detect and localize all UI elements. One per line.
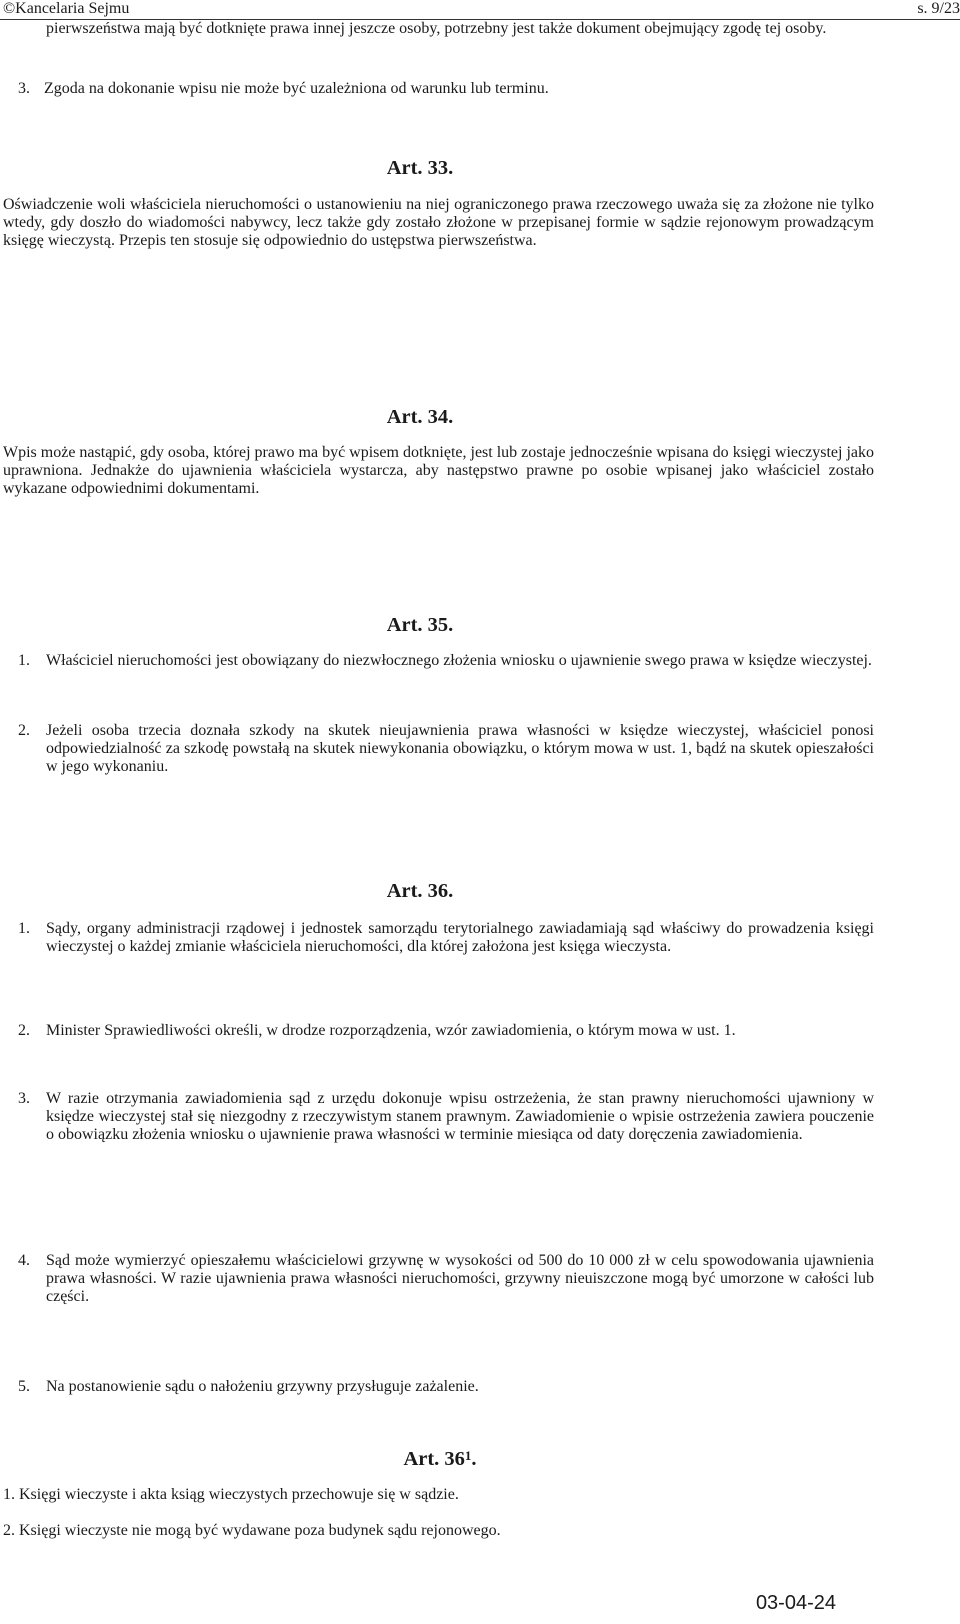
art-36-item-1-text: Sądy, organy administracji rządowej i jednostek samorządu terytorialnego zawiadamiają sąd właściwy do prowadzenia księgi wieczystej o każdej zmianie właściciela nieruchomości, dla której założona jest księga wieczysta. [46, 920, 874, 955]
intro-item-3 [18, 80, 874, 98]
art-36-item-2 [0, 1022, 874, 1040]
art-36-item-1-number: 1. [18, 920, 30, 937]
art-35-item-1 [0, 652, 874, 670]
art-33-body [0, 196, 874, 250]
art-33-title: Art. 33. [386, 157, 454, 179]
art-33-text: Oświadczenie woli właściciela nieruchomości o ustanowieniu na niej ograniczonego prawa rzeczowego uważa się za złożone nie tylko wtedy, gdy doszło do wiadomości nabywcy, lecz także gdy zostało złożone w przepisanej formie w sądzie rejonowym prowadzącym księgę wieczystą. Przepis ten stosuje się odpowiednio do ustępstwa pierwszeństwa. [3, 196, 874, 249]
art-36-1-title [0, 1448, 880, 1471]
intro-continued-block [0, 20, 874, 38]
art-36-item-4-number: 4. [18, 1252, 30, 1269]
art-34-title: Art. 34. [386, 406, 454, 428]
art-34-body [0, 444, 874, 498]
page-number: s. 9/23 [917, 0, 960, 17]
art-36-item-3-number: 3. [18, 1090, 30, 1107]
art-36-item-3-text: W razie otrzymania zawiadomienia sąd z urzędu dokonuje wpisu ostrzeżenia, że stan prawny nieruchomości ujawniony w księdze wieczystej stał się niezgodny z rzeczywistym stanem prawnym. Zawiadomienie o wpisie ostrzeżenia zawiera pouczenie o obowiązku złożenia wniosku o ujawnienie prawa własności w terminie miesiąca od daty doręczenia zawiadomienia. [46, 1090, 874, 1143]
art-36-1-item-2 [0, 1522, 874, 1540]
art-36-1-title-text: Art. 36 [403, 1448, 465, 1470]
intro-item-3-number: 3. [18, 80, 30, 97]
art-35-item-2-text: Jeżeli osoba trzecia doznała szkody na skutek nieujawnienia prawa własności w księdze wieczystej, właściciel ponosi odpowiedzialność za szkodę powstałą na skutek niewykonania obowiązku, o którym mowa w ust. 1, bądź na skutek opieszałości w jego wykonaniu. [46, 722, 874, 775]
art-36-1-item-1-line [3, 1486, 874, 1504]
art-36-title: Art. 36. [386, 880, 454, 902]
art-36-item-4 [0, 1252, 874, 1306]
art-35-item-2 [0, 722, 874, 776]
footer-date: 03-04-24 [755, 1592, 836, 1614]
art-36-item-2-number: 2. [18, 1022, 30, 1039]
art-36-1-title-period: . [471, 1448, 477, 1470]
page-header [0, 0, 960, 20]
art-36-item-5 [0, 1378, 874, 1396]
art-36-1-item-1-text: Księgi wieczyste i akta ksiąg wieczystych przechowuje się w sądzie. [19, 1486, 459, 1503]
art-34-text: Wpis może nastąpić, gdy osoba, której prawo ma być wpisem dotknięte, jest lub zostaje jednocześnie wpisana do księgi wieczystej jako uprawniona. Jednakże do ujawnienia właściciela wystarcza, aby następstwo prawne po osobie wpisanej jako właściciel zostało wykazane odpowiednimi dokumentami. [3, 444, 874, 497]
art-35-item-2-number: 2. [18, 722, 30, 739]
art-36-item-4-text: Sąd może wymierzyć opieszałemu właścicielowi grzywnę w wysokości od 500 do 10 000 zł w celu spowodowania ujawnienia prawa własności. W razie ujawnienia prawa własności nieruchomości, grzywny nieuiszczone mogą być umorzone w całości lub części. [46, 1252, 874, 1305]
art-36-1-item-1-number: 1. [3, 1486, 15, 1503]
intro-continued-text: pierwszeństwa mają być dotknięte prawa innej jeszcze osoby, potrzebny jest także dokument obejmujący zgodę tej osoby. [46, 20, 827, 37]
art-36-item-2-text: Minister Sprawiedliwości określi, w drodze rozporządzenia, wzór zawiadomienia, o którym mowa w ust. 1. [46, 1022, 736, 1039]
art-35-title: Art. 35. [386, 614, 454, 636]
copyright-label: ©Kancelaria Sejmu [3, 0, 130, 17]
art-36-1-item-2-number: 2. [3, 1522, 15, 1539]
art-36-1-item-1 [0, 1486, 874, 1504]
art-35-item-1-number: 1. [18, 652, 30, 669]
art-35-item-1-text: Właściciel nieruchomości jest obowiązany do niezwłocznego złożenia wniosku o ujawnienie swego prawa w księdze wieczystej. [46, 652, 872, 669]
art-36-item-3 [0, 1090, 874, 1144]
art-36-1-item-2-text: Księgi wieczyste nie mogą być wydawane poza budynek sądu rejonowego. [19, 1522, 501, 1539]
art-36-item-5-text: Na postanowienie sądu o nałożeniu grzywny przysługuje zażalenie. [46, 1378, 479, 1395]
intro-item-3-text: Zgoda na dokonanie wpisu nie może być uzależniona od warunku lub terminu. [44, 80, 549, 97]
art-36-1-item-2-line [3, 1522, 874, 1540]
art-36-1-superscript: 1 [464, 1448, 472, 1463]
art-36-item-1 [0, 920, 874, 956]
art-36-item-5-number: 5. [18, 1378, 30, 1395]
